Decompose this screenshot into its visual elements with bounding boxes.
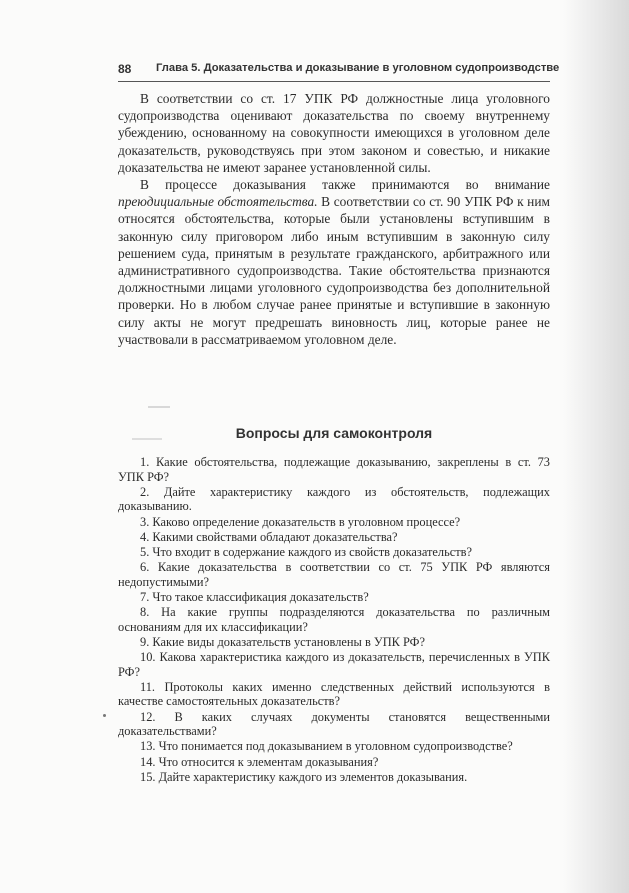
question-item: 11. Протоколы каких именно следственных действий используются в качестве самостоятельных доказательств?	[118, 679, 550, 709]
question-item: 7. Что такое классификация доказательств?	[140, 589, 369, 604]
paragraph-2-rest: В соответствии со ст. 90 УПК РФ к ним относятся обстоятельства, которые были установлены вступившим в законную силу приговором либо иным вступившим в законную силу решением суда, принятым в результате гражданского, арбитражного или административного судопроизводства. Такие обстоятельства признаются должностными лицами уголовного судопроизводства без дополнительной проверки. Но в любом случае ранее принятые и вступившие в законную силу акты не могут предрешать виновность лиц, которые ранее не участвовали в рассматриваемом уголовном деле.	[118, 194, 550, 347]
question-item: 15. Дайте характеристику каждого из элементов доказывания.	[140, 769, 468, 784]
body-text	[118, 90, 550, 348]
question-item: 14. Что относится к элементам доказывания?	[140, 754, 379, 769]
page-header	[118, 60, 560, 82]
header-rule	[118, 81, 550, 82]
scan-artifact	[103, 714, 106, 717]
question-item: 6. Какие доказательства в соответствии со ст. 75 УПК РФ являются недопустимыми?	[118, 560, 550, 589]
question-item: 10. Какова характеристика каждого из доказательств, перечисленных в УПК РФ?	[118, 650, 550, 679]
question-item: 3. Каково определение доказательств в уголовном процессе?	[140, 514, 461, 529]
paragraph-1: В соответствии со ст. 17 УПК РФ должностные лица уголовного судопроизводства оценивают доказательства по своему внутреннему убеждению, основанному на совокупности имеющихся в уголовном деле доказательств, руководствуясь при этом законом и совестью, и никакие доказательства не имеют заранее установленной силы.	[118, 91, 550, 175]
emphasis-term: преюдициальные обстоятельства.	[118, 194, 318, 210]
question-item: 12. В каких случаях документы становятся вещественными доказательствами?	[118, 709, 550, 739]
question-item: 4. Какими свойствами обладают доказательства?	[140, 529, 398, 544]
question-item: 9. Какие виды доказательств установлены в УПК РФ?	[140, 634, 425, 649]
question-item: 13. Что понимается под доказыванием в уголовном судопроизводстве?	[140, 739, 513, 754]
paragraph-2-start: В процессе доказывания также принимаются во внимание	[140, 177, 550, 193]
scan-page-edge	[563, 0, 629, 893]
running-title: Глава 5. Доказательства и доказывание в уголовном судопроизводстве	[156, 62, 560, 74]
section-title: Вопросы для самоконтроля	[235, 425, 433, 441]
paragraph-2	[118, 176, 550, 348]
question-item: 8. На какие группы подразделяются доказательства по различным основаниям для их классификации?	[118, 605, 550, 634]
question-list	[118, 455, 550, 785]
scan-artifact	[148, 406, 170, 408]
question-item: 5. Что входит в содержание каждого из свойств доказательств?	[140, 544, 473, 559]
page-number: 88	[118, 62, 132, 76]
question-item: 2. Дайте характеристику каждого из обстоятельств, подлежащих доказыванию.	[118, 484, 550, 514]
question-item: 1. Какие обстоятельства, подлежащие доказыванию, закреплены в ст. 73 УПК РФ?	[118, 455, 550, 484]
